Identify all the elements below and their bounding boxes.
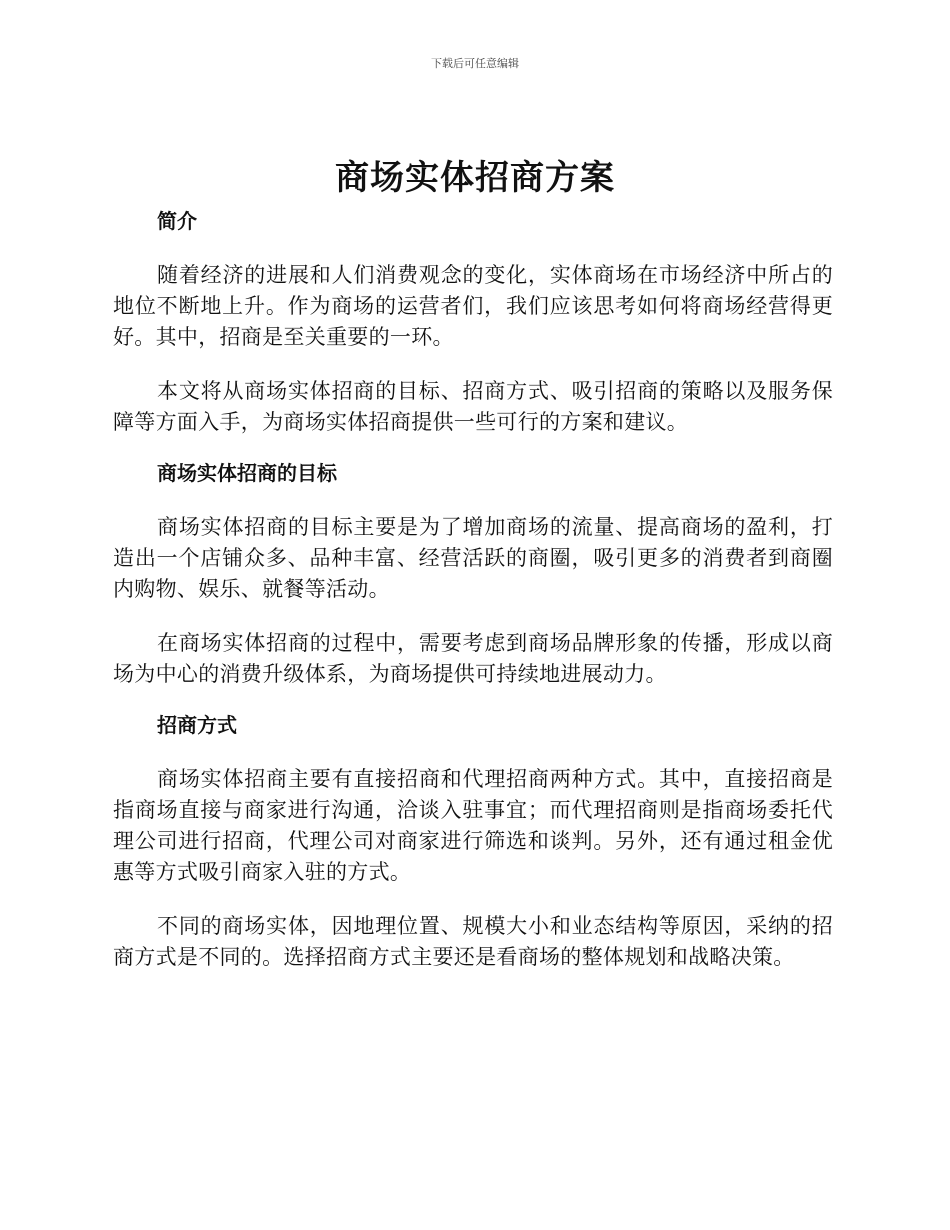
section-heading-goals: 商场实体招商的目标 bbox=[157, 461, 337, 485]
section-heading-methods: 招商方式 bbox=[157, 713, 237, 737]
paragraph: 本文将从商场实体招商的目标、招商方式、吸引招商的策略以及服务保障等方面入手，为商场实体招商提供一些可行的方案和建议。 bbox=[113, 379, 833, 434]
paragraph: 商场实体招商主要有直接招商和代理招商两种方式。其中，直接招商是指商场直接与商家进行沟通，洽谈入驻事宜；而代理招商则是指商场委托代理公司进行招商，代理公司对商家进行筛选和谈判。另外，还有通过租金优惠等方式吸引商家入驻的方式。 bbox=[113, 767, 833, 884]
section-heading-intro: 简介 bbox=[157, 209, 197, 233]
paragraph: 随着经济的进展和人们消费观念的变化，实体商场在市场经济中所占的地位不断地上升。作为商场的运营者们，我们应该思考如何将商场经营得更好。其中，招商是至关重要的一环。 bbox=[113, 263, 833, 349]
header-note: 下载后可任意编辑 bbox=[431, 57, 519, 70]
paragraph: 不同的商场实体，因地理位置、规模大小和业态结构等原因，采纳的招商方式是不同的。选择招商方式主要还是看商场的整体规划和战略决策。 bbox=[113, 914, 833, 969]
document-body bbox=[113, 207, 833, 973]
document-title: 商场实体招商方案 bbox=[335, 158, 615, 198]
paragraph: 在商场实体招商的过程中，需要考虑到商场品牌形象的传播，形成以商场为中心的消费升级体系，为商场提供可持续地进展动力。 bbox=[113, 631, 833, 686]
paragraph: 商场实体招商的目标主要是为了增加商场的流量、提高商场的盈利，打造出一个店铺众多、品种丰富、经营活跃的商圈，吸引更多的消费者到商圈内购物、娱乐、就餐等活动。 bbox=[113, 515, 833, 601]
